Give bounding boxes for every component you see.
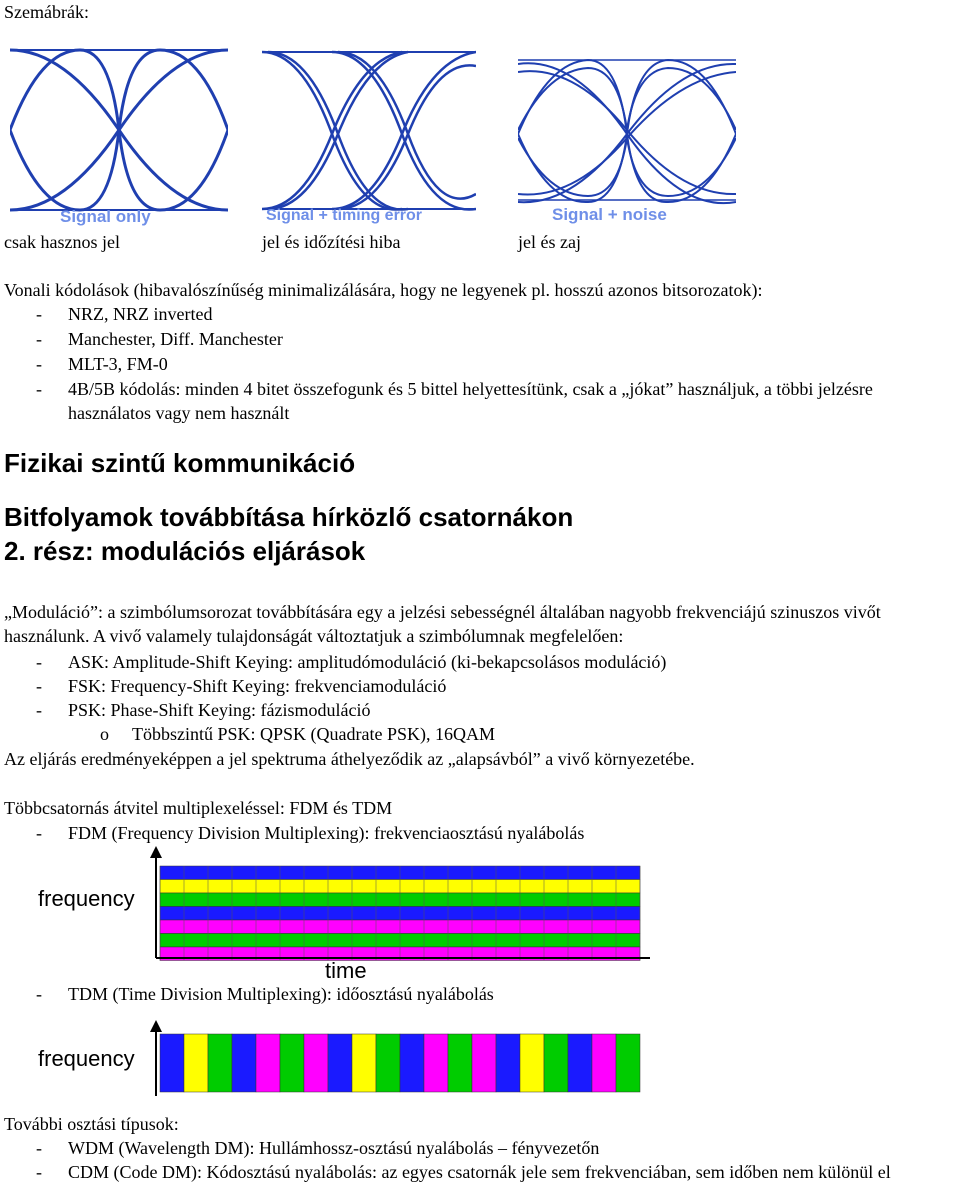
fdm-y-label: frequency (38, 886, 135, 911)
tdm-slot (544, 1034, 568, 1092)
modulation-conclusion: Az eljárás eredményeképpen a jel spektruma áthelyeződik az „alapsávból” a vivő környezetébe. (4, 749, 695, 769)
dash: - (36, 984, 42, 1004)
tdm-slot (520, 1034, 544, 1092)
tdm-slot (208, 1034, 232, 1092)
line-coding-item-4: 4B/5B kódolás: minden 4 bitet összefogunk és 5 bittel helyettesítünk, csak a „jókat” használjuk, a többi jelzésre használatos vagy nem használt (68, 379, 873, 423)
other-types-intro: További osztási típusok: (4, 1114, 179, 1134)
tdm-slot (472, 1034, 496, 1092)
eye-caption-3: jel és zaj (518, 232, 581, 252)
line-coding-item-2: Manchester, Diff. Manchester (68, 329, 283, 349)
dash: - (36, 379, 42, 399)
dash: - (36, 329, 42, 349)
other-item-cdm: CDM (Code DM): Kódosztású nyalábolás: az egyes csatornák jele sem frekvenciában, sem időben nem különül el (68, 1162, 891, 1182)
tdm-slot (568, 1034, 592, 1092)
eye-label-3: Signal + noise (552, 205, 667, 224)
modulation-item-ask: ASK: Amplitude-Shift Keying: amplitudómoduláció (ki-bekapcsolásos moduláció) (68, 652, 667, 672)
tdm-slot (400, 1034, 424, 1092)
tdm-slot (160, 1034, 184, 1092)
eye-diagram-noise (518, 34, 736, 226)
tdm-slot (424, 1034, 448, 1092)
eye-diagram-timing-error (262, 34, 476, 226)
section-label-eye-diagrams: Szemábrák: (4, 2, 89, 22)
dash: - (36, 354, 42, 374)
modulation-item-psk: PSK: Phase-Shift Keying: fázismoduláció (68, 700, 371, 720)
eye-diagram-signal-only (10, 30, 228, 226)
tdm-slot (376, 1034, 400, 1092)
tdm-slot (304, 1034, 328, 1092)
tdm-slot (616, 1034, 640, 1092)
dash: - (36, 652, 42, 672)
dash: - (36, 1162, 42, 1182)
tdm-slot (496, 1034, 520, 1092)
tdm-slot (232, 1034, 256, 1092)
tdm-slot (328, 1034, 352, 1092)
tdm-slot (592, 1034, 616, 1092)
eye-label-2: Signal + timing error (266, 207, 423, 224)
dash: - (36, 304, 42, 324)
eye-label-1: Signal only (60, 207, 151, 226)
line-coding-intro: Vonali kódolások (hibavalószínűség minimalizálására, hogy ne legyenek pl. hosszú azonos bitsorozatok): (4, 280, 763, 300)
tdm-slot (280, 1034, 304, 1092)
sub-bullet: o (100, 724, 109, 744)
tdm-diagram (150, 1020, 650, 1100)
tdm-slot (352, 1034, 376, 1092)
heading-modulation: 2. rész: modulációs eljárások (4, 536, 366, 566)
modulation-subitem-qpsk: Többszintű PSK: QPSK (Quadrate PSK), 16QAM (132, 724, 496, 744)
tdm-slot (256, 1034, 280, 1092)
tdm-slot (184, 1034, 208, 1092)
dash: - (36, 700, 42, 720)
fdm-x-label: time (325, 958, 367, 983)
dash: - (36, 676, 42, 696)
fdm-item: FDM (Frequency Division Multiplexing): frekvenciaosztású nyalábolás (68, 823, 585, 843)
line-coding-item-3: MLT-3, FM-0 (68, 354, 168, 374)
heading-physical-layer: Fizikai szintű kommunikáció (4, 448, 356, 478)
eye-caption-1: csak hasznos jel (4, 232, 120, 252)
dash: - (36, 1138, 42, 1158)
dash: - (36, 823, 42, 843)
modulation-item-fsk: FSK: Frequency-Shift Keying: frekvenciamoduláció (68, 676, 447, 696)
tdm-item: TDM (Time Division Multiplexing): időosztású nyalábolás (68, 984, 494, 1004)
other-item-wdm: WDM (Wavelength DM): Hullámhossz-osztású nyalábolás – fényvezetőn (68, 1138, 600, 1158)
modulation-intro: „Moduláció”: a szimbólumsorozat továbbítására egy a jelzési sebességnél általában nagyobb frekvenciájú szinuszos vivőt használunk. A vivő valamely tulajdonságát változtatjuk a szimbólumnak megfelelően: (4, 602, 881, 646)
line-coding-item-1: NRZ, NRZ inverted (68, 304, 213, 324)
heading-bitstream: Bitfolyamok továbbítása hírközlő csatornákon (4, 502, 574, 532)
eye-caption-2: jel és időzítési hiba (262, 232, 401, 252)
tdm-slot (448, 1034, 472, 1092)
fdm-diagram (150, 846, 650, 966)
tdm-y-label: frequency (38, 1046, 135, 1071)
multiplexing-intro: Többcsatornás átvitel multiplexeléssel: FDM és TDM (4, 798, 393, 818)
